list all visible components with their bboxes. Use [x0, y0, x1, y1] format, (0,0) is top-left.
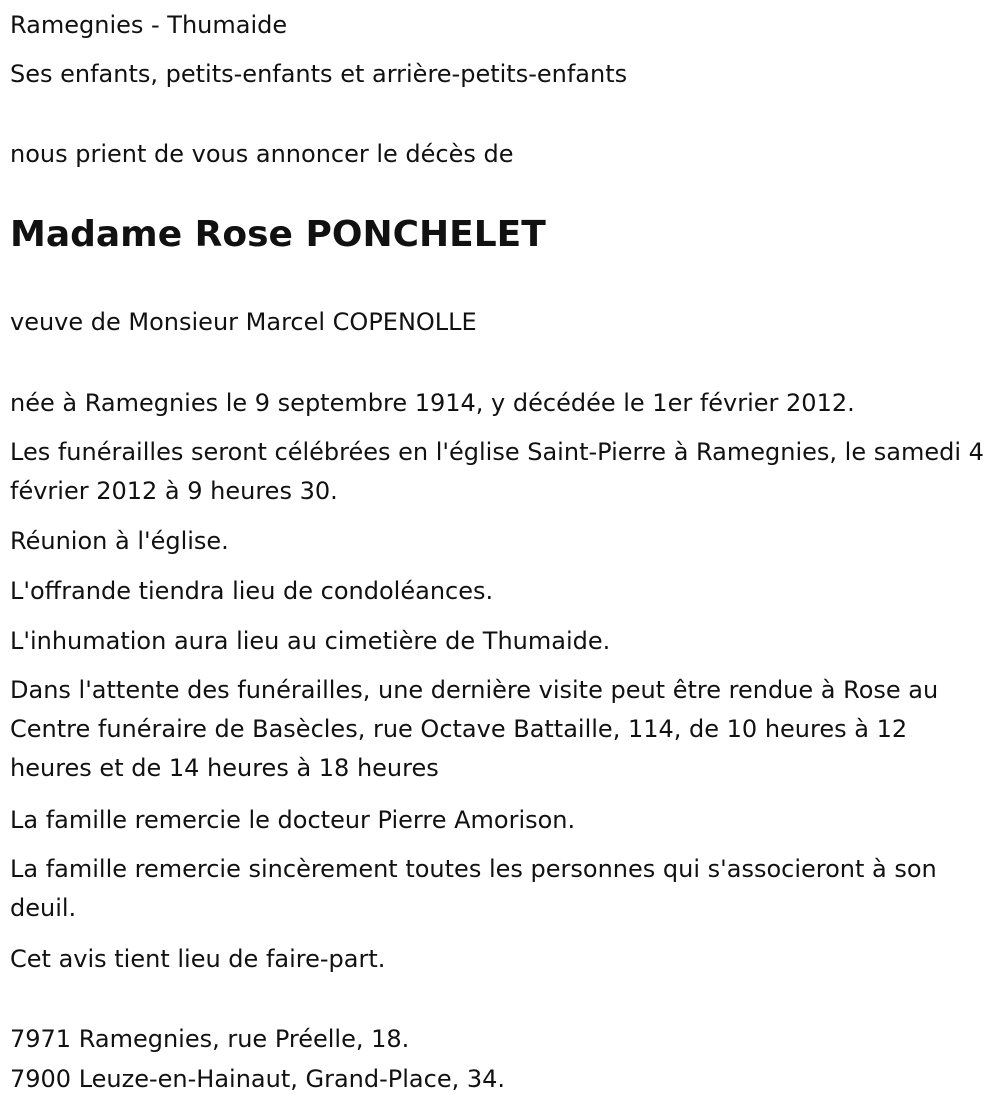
burial-line: L'inhumation aura lieu au cimetière de Thumaide.	[10, 627, 611, 655]
funeral-paragraph: Les funérailles seront célébrées en l'église Saint-Pierre à Ramegnies, le samedi 4 février 2012 à 9 heures 30.	[10, 438, 984, 505]
birth-death-line: née à Ramegnies le 9 septembre 1914, y décédée le 1er février 2012.	[10, 389, 855, 417]
thanks-all-paragraph: La famille remercie sincèrement toutes les personnes qui s'associeront à son deuil.	[10, 855, 937, 922]
address-line: 7900 Leuze-en-Hainaut, Grand-Place, 34.	[10, 1065, 506, 1093]
announcement-line: nous prient de vous annoncer le décès de	[10, 140, 514, 168]
location-heading: Ramegnies - Thumaide	[10, 11, 288, 39]
family-line: Ses enfants, petits-enfants et arrière-petits-enfants	[10, 60, 628, 88]
spouse-line: veuve de Monsieur Marcel COPENOLLE	[10, 308, 477, 336]
notice-line: Cet avis tient lieu de faire-part.	[10, 945, 386, 973]
offering-line: L'offrande tiendra lieu de condoléances.	[10, 577, 494, 605]
visit-paragraph: Dans l'attente des funérailles, une dernière visite peut être rendue à Rose au Centre funéraire de Basècles, rue Octave Battaille, 114, de 10 heures à 12 heures et de 14 heures à 18 heures	[10, 676, 939, 782]
address-line: 7971 Ramegnies, rue Préelle, 18.	[10, 1025, 410, 1053]
deceased-name: Madame Rose PONCHELET	[10, 214, 546, 255]
thanks-doctor-line: La famille remercie le docteur Pierre Amorison.	[10, 806, 576, 834]
meeting-line: Réunion à l'église.	[10, 527, 229, 555]
